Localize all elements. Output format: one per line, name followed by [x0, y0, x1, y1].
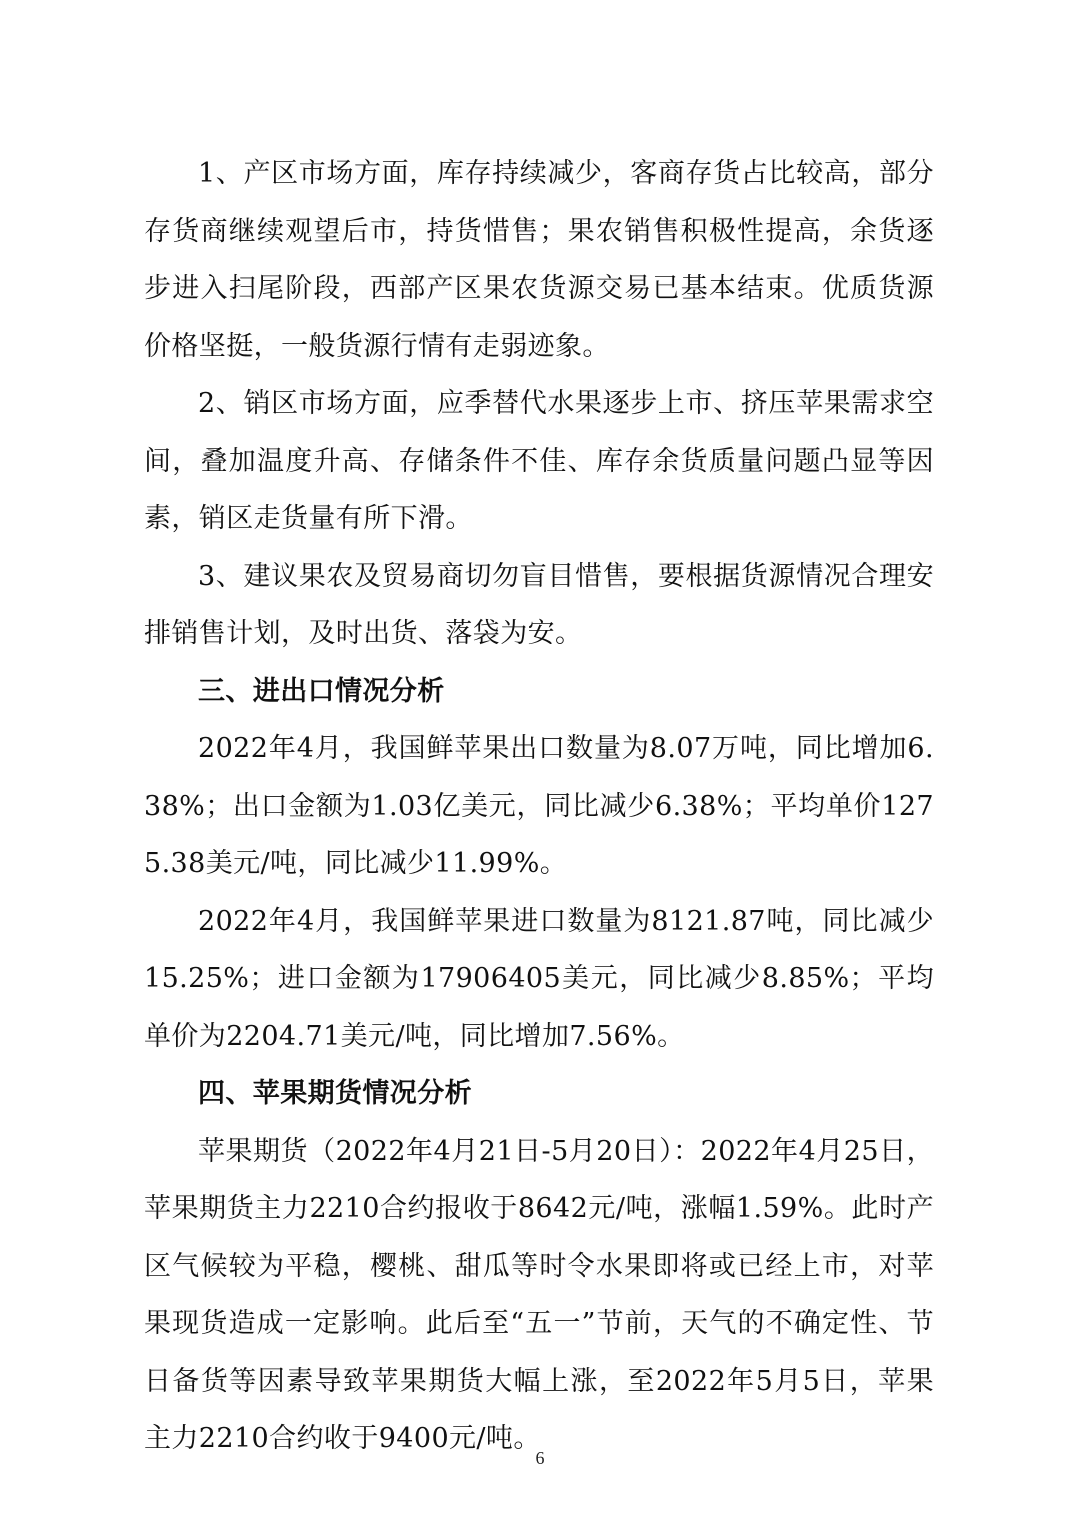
paragraph-suggestion: 3、建议果农及贸易商切勿盲目惜售，要根据货源情况合理安排销售计划，及时出货、落袋为安。	[144, 560, 934, 649]
paragraph-sales-market: 2、销区市场方面，应季替代水果逐步上市、挤压苹果需求空间，叠加温度升高、存储条件不佳、库存余货质量问题凸显等因素，销区走货量有所下滑。	[144, 388, 934, 534]
paragraph-production-market: 1、产区市场方面，库存持续减少，客商存货占比较高，部分存货商继续观望后市，持货惜售；果农销售积极性提高，余货逐步进入扫尾阶段，西部产区果农货源交易已基本结束。优质货源价格坚挺，一般货源行情有走弱迹象。	[144, 158, 934, 362]
paragraph-futures-analysis: 苹果期货（2022年4月21日-5月20日）：2022年4月25日，苹果期货主力2210合约报收于8642元/吨，涨幅1.59%。此时产区气候较为平稳，樱桃、甜瓜等时令水果即将或已经上市，对苹果现货造成一定影响。此后至“五一”节前，天气的不确定性、节日备货等因素导致苹果期货大幅上涨，至2022年5月5日，苹果主力2210合约收于9400元/吨。	[144, 1135, 934, 1454]
paragraph-import-data: 2022年4月，我国鲜苹果进口数量为8121.87吨，同比减少15.25%；进口金额为17906405美元，同比减少8.85%；平均单价为2204.71美元/吨，同比增加7.56%。	[144, 905, 934, 1052]
section-heading-futures: 四、苹果期货情况分析	[198, 1078, 472, 1109]
page-content	[144, 145, 934, 1468]
section-heading-import-export: 三、进出口情况分析	[198, 675, 445, 707]
page-number: 6	[535, 1448, 545, 1468]
paragraph-export-data: 2022年4月，我国鲜苹果出口数量为8.07万吨，同比增加6.38%；出口金额为1.03亿美元，同比减少6.38%；平均单价1275.38美元/吨，同比减少11.99%。	[144, 733, 934, 879]
